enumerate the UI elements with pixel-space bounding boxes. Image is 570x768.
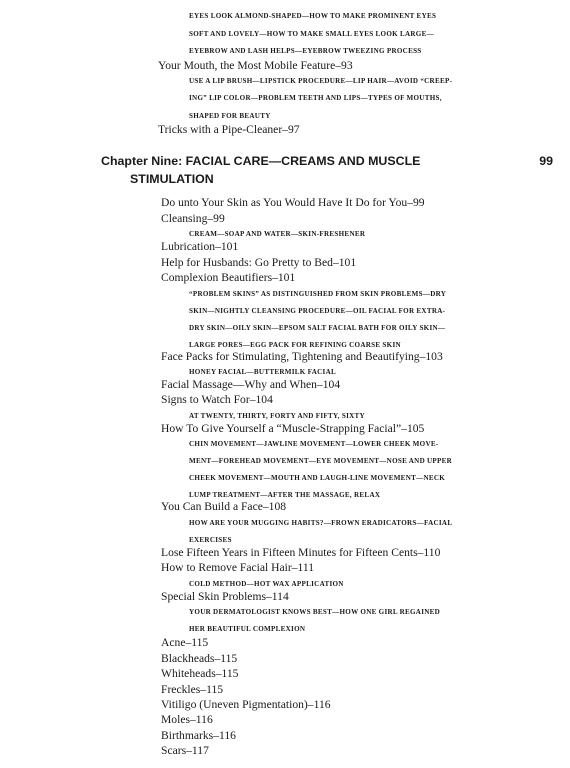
toc-subtopics: “PROBLEM SKINS” AS DISTINGUISHED FROM SKIN PROBLEMS—DRY (189, 290, 447, 298)
toc-entry: Blackheads–115 (161, 652, 238, 665)
toc-subtopics: USE A LIP BRUSH—LIPSTICK PROCEDURE—LIP HAIR—AVOID “CREEP- (189, 77, 453, 85)
toc-entry: Vitiligo (Uneven Pigmentation)–116 (161, 698, 331, 711)
toc-subtopics: COLD METHOD—HOT WAX APPLICATION (189, 580, 344, 588)
toc-entry: Acne–115 (161, 636, 209, 649)
toc-subtopics: ING” LIP COLOR—PROBLEM TEETH AND LIPS—TYPES OF MOUTHS, (189, 94, 442, 102)
toc-entry: Freckles–115 (161, 683, 224, 696)
toc-entry: Do unto Your Skin as You Would Have It Do for You–99 (161, 196, 425, 209)
toc-subtopics: EYES LOOK ALMOND-SHAPED—HOW TO MAKE PROMINENT EYES (189, 12, 437, 20)
toc-entry: Facial Massage—Why and When–104 (161, 378, 341, 391)
toc-entry: Tricks with a Pipe-Cleaner–97 (158, 123, 300, 136)
toc-subtopics: DRY SKIN—OILY SKIN—EPSOM SALT FACIAL BATH FOR OILY SKIN— (189, 324, 446, 332)
toc-subtopics: YOUR DERMATOLOGIST KNOWS BEST—HOW ONE GIRL REGAINED (189, 608, 441, 616)
toc-entry: Special Skin Problems–114 (161, 590, 289, 603)
toc-entry: Lubrication–101 (161, 240, 239, 253)
toc-entry: Complexion Beautifiers–101 (161, 271, 296, 284)
toc-entry: Whiteheads–115 (161, 667, 239, 680)
toc-entry: Scars–117 (161, 744, 209, 757)
toc-entry: Cleansing–99 (161, 212, 225, 225)
chapter-title-continued: STIMULATION (130, 172, 214, 186)
toc-entry: Birthmarks–116 (161, 729, 236, 742)
toc-subtopics: MENT—FOREHEAD MOVEMENT—EYE MOVEMENT—NOSE AND UPPER (189, 457, 453, 465)
toc-entry: You Can Build a Face–108 (161, 500, 287, 513)
toc-subtopics: CHEEK MOVEMENT—MOUTH AND LAUGH-LINE MOVEMENT—NECK (189, 474, 446, 482)
toc-entry: How To Give Yourself a “Muscle-Strapping Facial”–105 (161, 422, 425, 435)
toc-entry: Moles–116 (161, 713, 213, 726)
toc-entry: How to Remove Facial Hair–111 (161, 561, 315, 574)
toc-subtopics: HONEY FACIAL—BUTTERMILK FACIAL (189, 368, 337, 376)
toc-subtopics: LARGE PORES—EGG PACK FOR REFINING COARSE SKIN (189, 341, 401, 349)
chapter-title: Chapter Nine: FACIAL CARE—CREAMS AND MUSCLE (101, 154, 421, 168)
toc-subtopics: HER BEAUTIFUL COMPLEXION (189, 625, 306, 633)
toc-subtopics: EYEBROW AND LASH HELPS—EYEBROW TWEEZING PROCESS (189, 47, 422, 55)
chapter-page-number: 99 (539, 154, 553, 168)
toc-subtopics: EXERCISES (189, 536, 232, 544)
toc-subtopics: SOFT AND LOVELY—HOW TO MAKE SMALL EYES LOOK LARGE— (189, 30, 434, 38)
toc-subtopics: CREAM—SOAP AND WATER—SKIN-FRESHENER (189, 230, 366, 238)
toc-subtopics: SHAPED FOR BEAUTY (189, 112, 271, 120)
toc-entry: Signs to Watch For–104 (161, 393, 273, 406)
toc-entry: Help for Husbands: Go Pretty to Bed–101 (161, 256, 357, 269)
toc-subtopics: HOW ARE YOUR MUGGING HABITS?—FROWN ERADICATORS—FACIAL (189, 519, 453, 527)
toc-entry: Lose Fifteen Years in Fifteen Minutes for Fifteen Cents–110 (161, 546, 441, 559)
toc-subtopics: SKIN—NIGHTLY CLEANSING PROCEDURE—OIL FACIAL FOR EXTRA- (189, 307, 446, 315)
toc-subtopics: CHIN MOVEMENT—JAWLINE MOVEMENT—LOWER CHEEK MOVE- (189, 440, 439, 448)
toc-subtopics: AT TWENTY, THIRTY, FORTY AND FIFTY, SIXTY (189, 412, 365, 420)
toc-entry: Your Mouth, the Most Mobile Feature–93 (158, 59, 353, 72)
toc-entry: Face Packs for Stimulating, Tightening and Beautifying–103 (161, 350, 443, 363)
toc-subtopics: LUMP TREATMENT—AFTER THE MASSAGE, RELAX (189, 491, 381, 499)
